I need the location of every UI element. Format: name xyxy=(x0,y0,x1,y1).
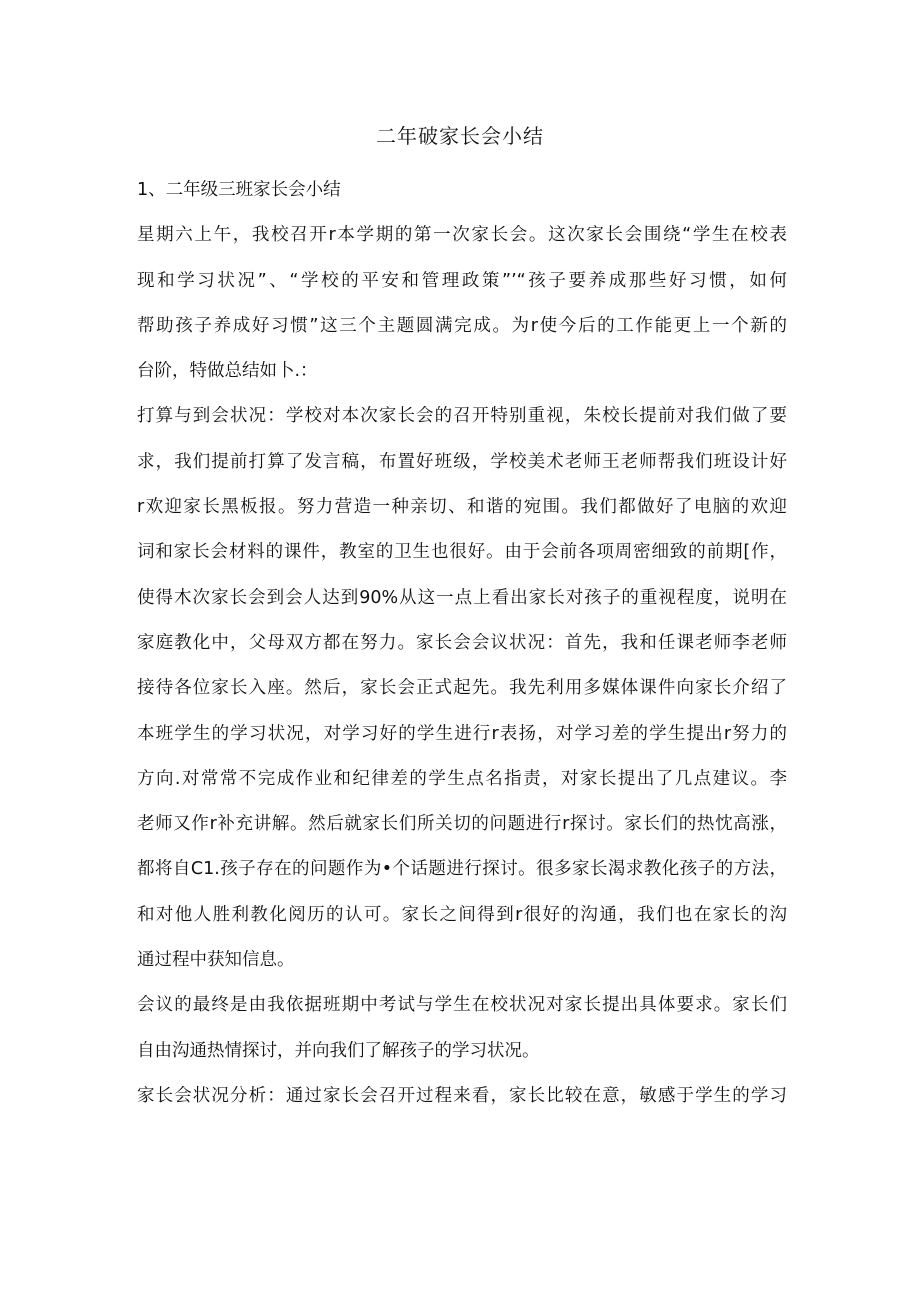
document-body xyxy=(137,168,787,1119)
text-line: 都将自C1.孩子存在的问题作为•个话题进行探讨。很多家长渴求教化孩子的方法， xyxy=(137,859,787,880)
text-line: 现和学习状况”、“学校的平安和管理政策”’“孩子要养成那些好习惯，如何 xyxy=(137,270,787,291)
text-line: 求，我们提前打算了发言稿，布置好班级，学校美术老师王老师帮我们班设计好 xyxy=(137,451,787,472)
text-line: 会议的最终是由我依据班期中考试与学生在校状况对家长提出具体要求。家长们 xyxy=(137,995,787,1016)
text-line: 使得木次家长会到会人达到90%从这一点上看出家长对孩子的重视程度，说明在 xyxy=(137,587,787,608)
text-line: 台阶，特做总结如卜.： xyxy=(137,361,318,382)
text-line: 接待各位家长入座。然后，家长会正式起先。我先利用多媒体课件向家长介绍了 xyxy=(137,678,787,699)
text-line: 1、二年级三班家长会小结 xyxy=(137,180,341,200)
text-line: 自由沟通热情探讨，并向我们了解孩子的学习状况。 xyxy=(137,1040,540,1061)
text-line: 星期六上午，我校召开r本学期的第一次家长会。这次家长会围绕“学生在校表 xyxy=(137,225,787,246)
text-line: r欢迎家长黑板报。努力营造一种亲切、和谐的宛围。我们都做好了电脑的欢迎 xyxy=(137,497,787,518)
text-line: 老师又作r补充讲解。然后就家长们所关切的问题进行r探讨。家长们的热忱高涨， xyxy=(137,814,787,835)
text-line: 和对他人胜利教化阅历的认可。家长之间得到r很好的沟通，我们也在家长的沟 xyxy=(137,904,787,925)
text-line: 家庭教化中，父母双方都在努力。家长会会议状况：首先，我和任课老师李老师 xyxy=(137,632,787,653)
text-line: 方向.对常常不完成作业和纪律差的学生点名指责，对家长提出了几点建议。李 xyxy=(137,768,787,789)
document-title: 二年破家长会小结 xyxy=(376,124,544,148)
text-line: 帮助孩子养成好习惯”这三个主题圆满完成。为r使今后的工作能更上一个新的 xyxy=(137,315,787,336)
text-line: 打算与到会状况：学校对本次家长会的召开特别重视，朱校长提前对我们做了要 xyxy=(137,406,787,427)
text-line: 本班学生的学习状况，对学习好的学生进行r表扬，对学习差的学生提出r努力的 xyxy=(137,723,787,744)
text-line: 词和家长会材料的课件，教室的卫生也很好。由于会前各项周密细致的前期[作， xyxy=(137,542,787,563)
text-line: 通过程中获知信息。 xyxy=(137,950,295,971)
text-line: 家长会状况分析：通过家长会召开过程来看，家长比较在意，敏感于学生的学习 xyxy=(137,1085,787,1106)
